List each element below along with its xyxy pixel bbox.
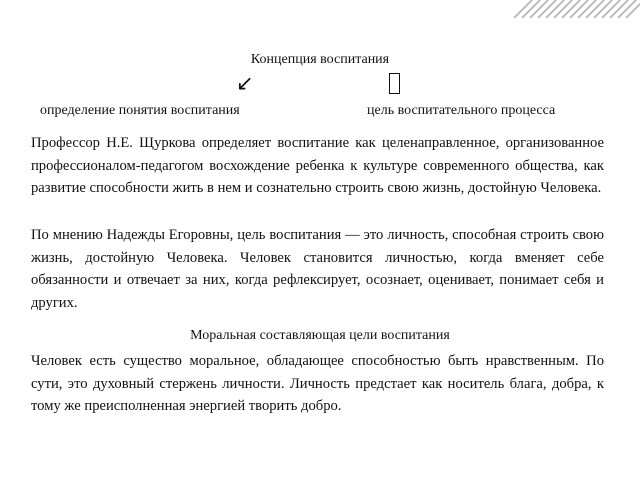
- section-subtitle: Моральная составляющая цели воспитания: [190, 328, 450, 343]
- arrow-down-left-icon: ↙: [236, 71, 254, 95]
- paragraph-definition: Профессор Н.Е. Щуркова определяет воспитание как целенаправленное, организованное профессионалом-педагогом восхождение ребенка к культуре современного общества, как развитие способности жить в нем и сознательно строить свою жизнь, достойную Человека.: [31, 135, 604, 196]
- missing-glyph-icon: [389, 73, 400, 94]
- branch-label-goal: цель воспитательного процесса: [367, 103, 556, 118]
- decorative-stripes: [510, 0, 640, 18]
- paragraph-moral: Человек есть существо моральное, обладающее способностью быть нравственным. По сути, это духовный стержень личности. Личность предстает как носитель блага, добра, к тому же преисполненная энергией творить добро.: [31, 353, 604, 414]
- paragraph-goal: По мнению Надежды Егоровны, цель воспитания — это личность, способная строить свою жизнь, достойную Человека. Человек становится личностью, когда вменяет себе обязанности и отвечает за них, когда рефлексирует, осознает, оценивает, понимает себя и других.: [31, 227, 604, 311]
- branch-label-definition: определение понятия воспитания: [40, 103, 240, 118]
- stripes-graphic: [510, 0, 640, 18]
- page-title: Концепция воспитания: [250, 52, 390, 67]
